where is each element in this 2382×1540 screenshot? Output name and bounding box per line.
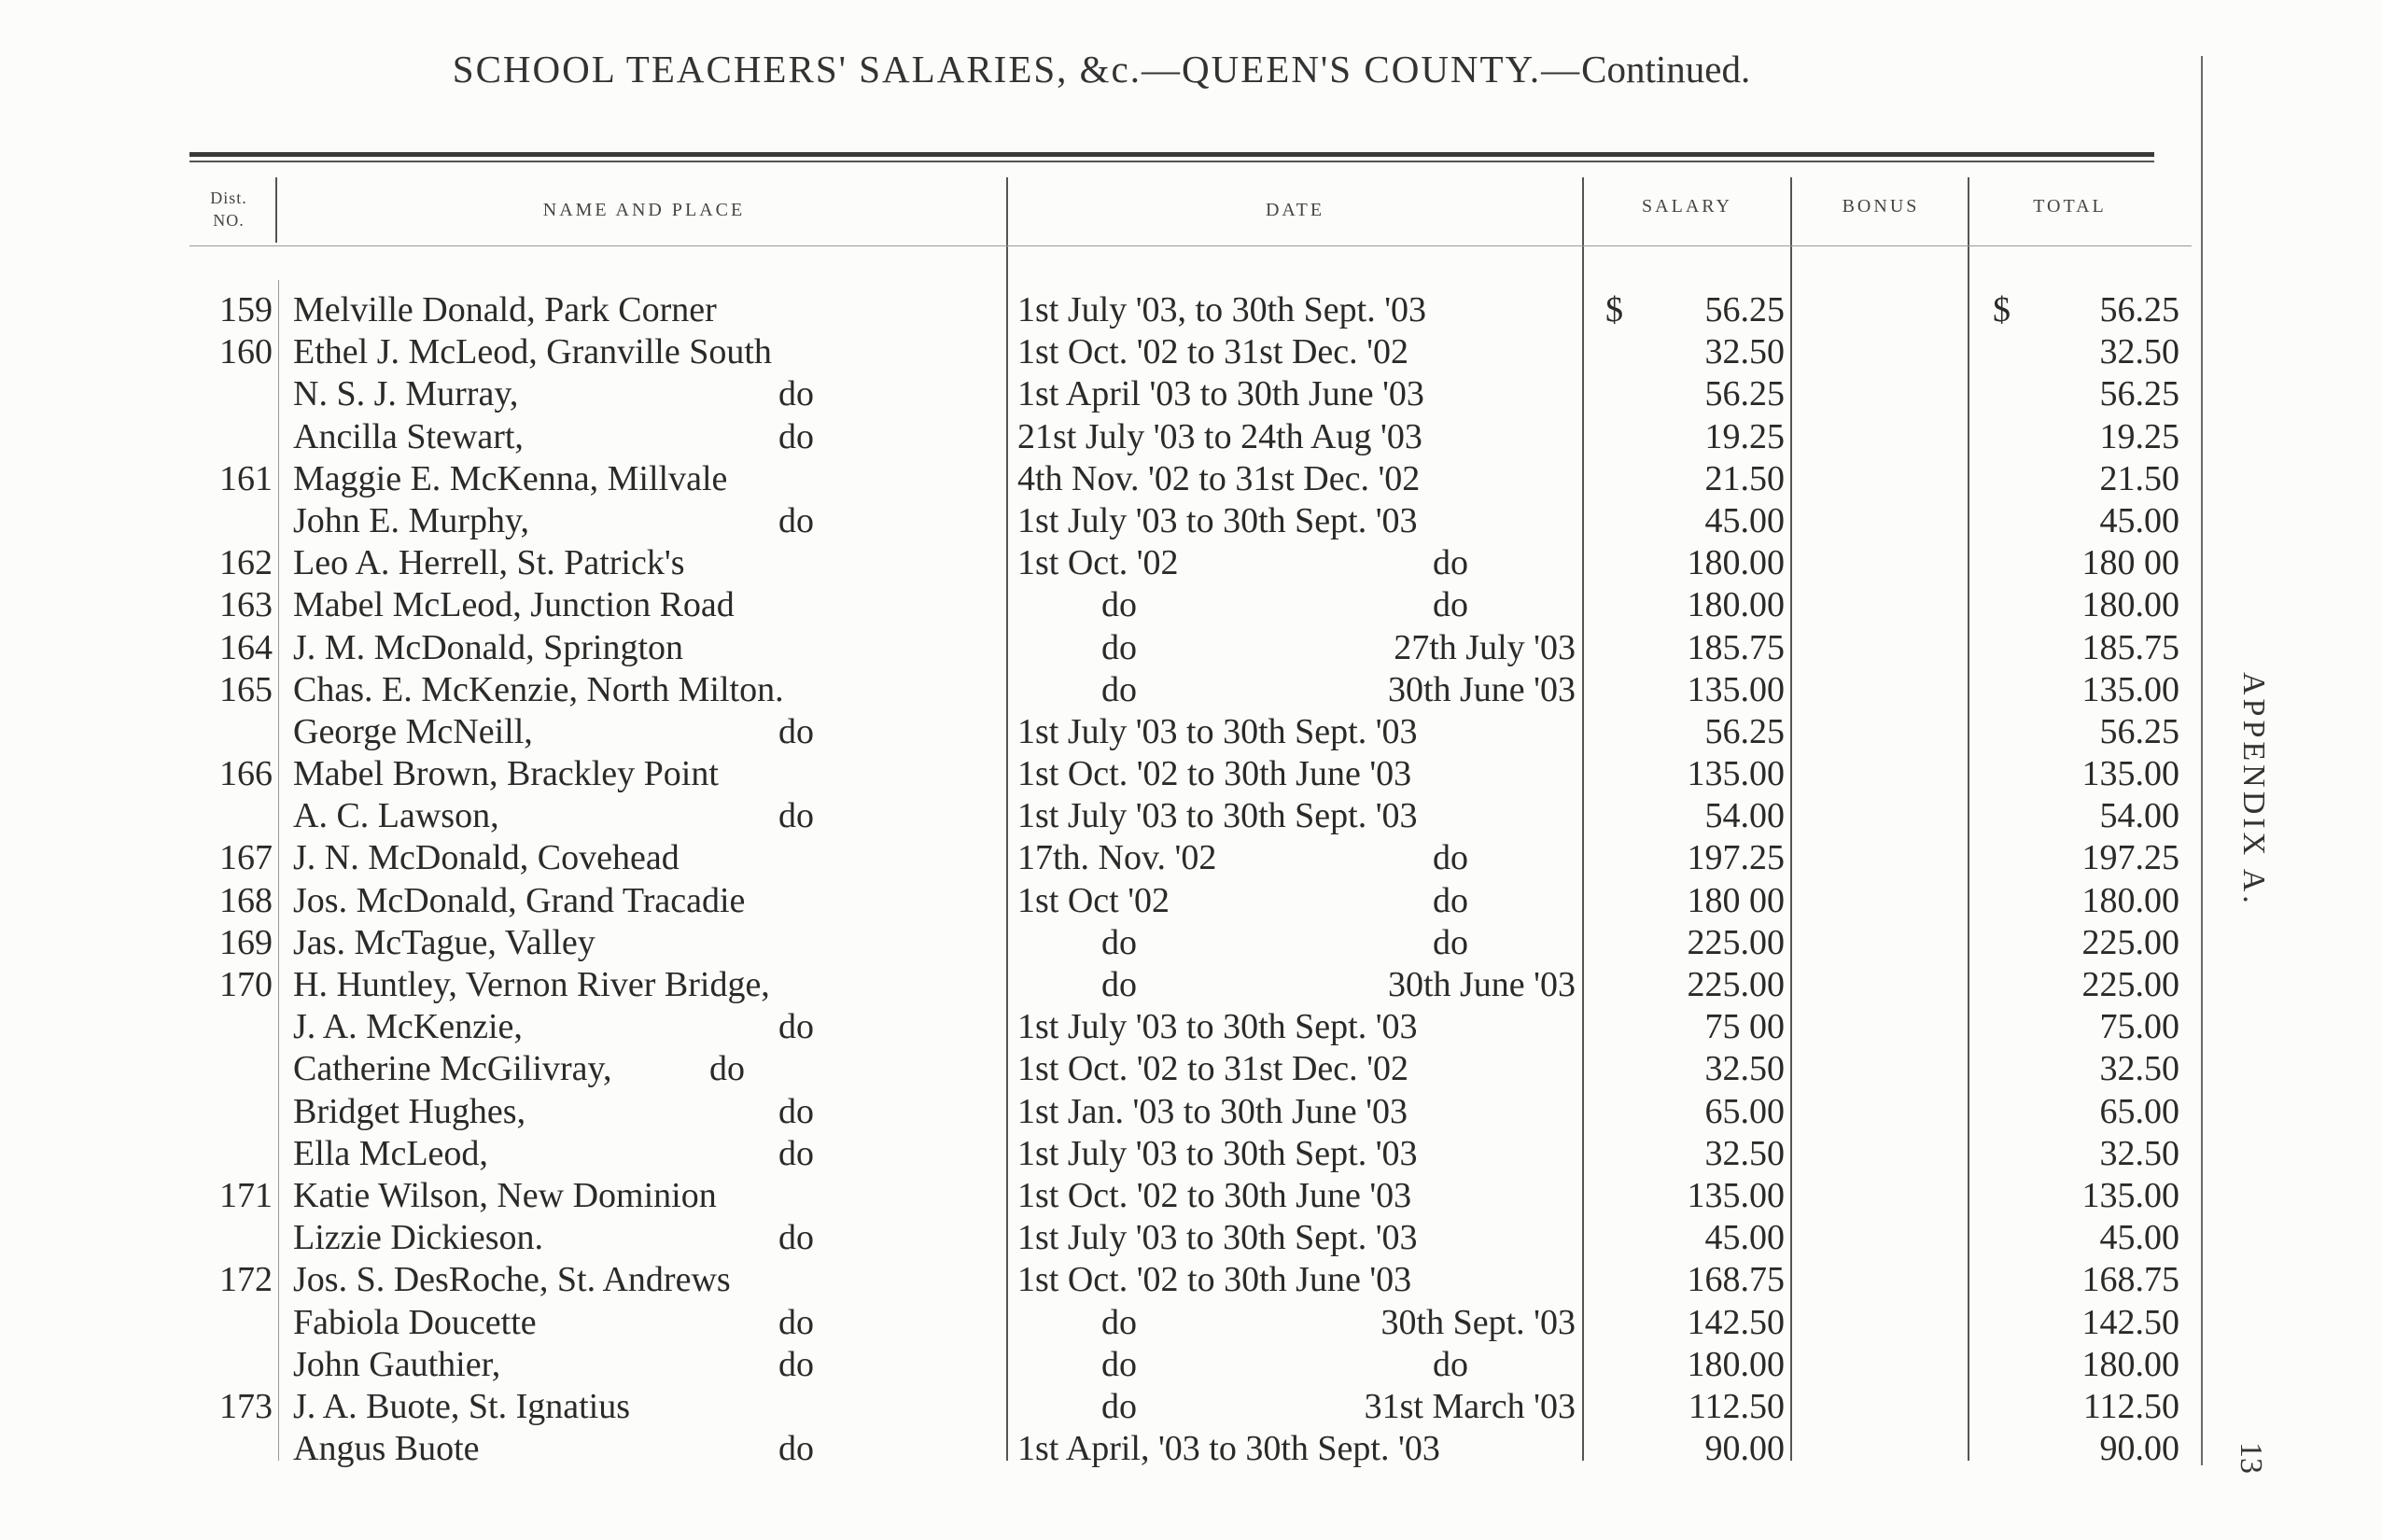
appendix-label: APPENDIX A. (2236, 672, 2271, 907)
table-row (0, 331, 2195, 373)
date-range: 1st July '03 to 30th Sept. '03 (1017, 711, 1418, 751)
dist-number: 165 (219, 669, 273, 709)
date-range: 1st July '03 to 30th Sept. '03 (1017, 500, 1418, 540)
date-from: 1st Oct '02 (1017, 880, 1170, 920)
total-value: 180.00 (2081, 585, 2179, 625)
header-bonus: BONUS (1842, 196, 1920, 217)
table-row (0, 753, 2195, 795)
total-value: 75.00 (2099, 1007, 2179, 1047)
name-ditto: do (778, 796, 814, 836)
salary-value: 90.00 (1704, 1429, 1785, 1469)
date-to-ditto: do (1433, 922, 1468, 962)
date-from: do (1101, 627, 1137, 667)
table-row (0, 1259, 2195, 1301)
date-to-ditto: do (1433, 838, 1468, 878)
teacher-name-place: George McNeill, (293, 711, 533, 751)
table-row (0, 795, 2195, 837)
date-from: do (1101, 1344, 1137, 1384)
header-dist-line1: Dist. (210, 189, 247, 207)
name-ditto: do (709, 1049, 745, 1089)
table-row (0, 627, 2195, 669)
table-row (0, 500, 2195, 542)
header-rule-thin (189, 161, 2154, 162)
salary-value: 180.00 (1687, 585, 1785, 625)
date-range: 21st July '03 to 24th Aug '03 (1017, 416, 1422, 456)
title-continued: Continued. (1581, 48, 1751, 91)
teacher-name-place: A. C. Lawson, (293, 796, 499, 836)
table-row (0, 373, 2195, 415)
name-ditto: do (778, 711, 814, 751)
header-rule-thick (189, 152, 2154, 157)
salary-dollar-sign: $ (1605, 290, 1623, 329)
header-salary: SALARY (1642, 196, 1732, 217)
salary-value: 180 00 (1687, 880, 1785, 920)
total-dollar-sign: $ (1993, 290, 2011, 329)
dist-number: 171 (219, 1175, 273, 1215)
salary-value: 32.50 (1704, 332, 1785, 372)
page-right-border (2201, 56, 2203, 1465)
date-range: 1st July '03 to 30th Sept. '03 (1017, 796, 1418, 836)
date-from: do (1101, 965, 1137, 1004)
salary-value: 168.75 (1687, 1260, 1785, 1300)
dist-number: 166 (219, 754, 273, 794)
table-row (0, 1175, 2195, 1217)
table-row (0, 1428, 2195, 1470)
date-from: do (1101, 922, 1137, 962)
total-value: 65.00 (2099, 1091, 2179, 1131)
salary-table (0, 289, 2195, 1470)
date-range: 1st Oct. '02 to 30th June '03 (1017, 1175, 1412, 1215)
teacher-name-place: Ancilla Stewart, (293, 416, 524, 456)
teacher-name-place: J. A. McKenzie, (293, 1007, 523, 1047)
teacher-name-place: J. N. McDonald, Covehead (293, 838, 680, 878)
dist-number: 169 (219, 922, 273, 962)
teacher-name-place: H. Huntley, Vernon River Bridge, (293, 965, 770, 1004)
table-row (0, 1091, 2195, 1133)
header-dist (191, 187, 266, 231)
date-from: do (1101, 585, 1137, 625)
teacher-name-place: J. A. Buote, St. Ignatius (293, 1386, 631, 1426)
dist-number: 164 (219, 627, 273, 667)
table-row (0, 711, 2195, 753)
date-to-ditto: do (1433, 1344, 1468, 1384)
salary-value: 135.00 (1687, 1175, 1785, 1215)
total-value: 168.75 (2081, 1260, 2179, 1300)
date-to: 27th July '03 (1394, 627, 1576, 667)
teacher-name-place: Katie Wilson, New Dominion (293, 1175, 717, 1215)
teacher-name-place: Jas. McTague, Valley (293, 922, 596, 962)
date-from: do (1101, 669, 1137, 709)
date-to: 30th Sept. '03 (1380, 1302, 1576, 1342)
dist-number: 170 (219, 965, 273, 1004)
date-to: 30th June '03 (1387, 965, 1576, 1004)
total-value: 180.00 (2081, 880, 2179, 920)
dist-number: 168 (219, 880, 273, 920)
salary-value: 45.00 (1704, 1218, 1785, 1258)
teacher-name-place: John Gauthier, (293, 1344, 501, 1384)
divider-dist (275, 177, 277, 243)
date-range: 1st July '03 to 30th Sept. '03 (1017, 1218, 1418, 1258)
salary-value: 56.25 (1704, 374, 1785, 414)
table-row (0, 1133, 2195, 1175)
total-value: 225.00 (2081, 922, 2179, 962)
total-value: 56.25 (2099, 374, 2179, 414)
date-range: 1st July '03 to 30th Sept. '03 (1017, 1133, 1418, 1173)
table-row (0, 837, 2195, 879)
teacher-name-place: Melville Donald, Park Corner (293, 290, 717, 329)
date-to-ditto: do (1433, 585, 1468, 625)
total-value: 19.25 (2099, 416, 2179, 456)
table-row (0, 1048, 2195, 1090)
table-row (0, 880, 2195, 922)
total-value: 45.00 (2099, 500, 2179, 540)
total-value: 180.00 (2081, 1344, 2179, 1384)
header-total: TOTAL (2033, 196, 2107, 217)
salary-value: 225.00 (1687, 922, 1785, 962)
salary-value: 32.50 (1704, 1133, 1785, 1173)
salary-value: 65.00 (1704, 1091, 1785, 1131)
teacher-name-place: Lizzie Dickieson. (293, 1218, 544, 1258)
date-to-ditto: do (1433, 543, 1468, 583)
name-ditto: do (778, 1007, 814, 1047)
salary-value: 75 00 (1704, 1007, 1785, 1047)
dist-number: 161 (219, 458, 273, 498)
teacher-name-place: Catherine McGilivray, (293, 1049, 612, 1089)
page-number: 13 (2234, 1442, 2268, 1474)
table-row (0, 964, 2195, 1006)
table-row (0, 542, 2195, 584)
date-to-ditto: do (1433, 880, 1468, 920)
total-value: 32.50 (2099, 332, 2179, 372)
dist-number: 162 (219, 543, 273, 583)
table-row (0, 1217, 2195, 1259)
salary-value: 54.00 (1704, 796, 1785, 836)
date-range: 1st April, '03 to 30th Sept. '03 (1017, 1429, 1440, 1469)
salary-value: 32.50 (1704, 1049, 1785, 1089)
teacher-name-place: John E. Murphy, (293, 500, 529, 540)
table-row (0, 458, 2195, 500)
table-row (0, 922, 2195, 964)
teacher-name-place: Maggie E. McKenna, Millvale (293, 458, 728, 498)
dist-number: 163 (219, 585, 273, 625)
salary-value: 142.50 (1687, 1302, 1785, 1342)
teacher-name-place: Mabel McLeod, Junction Road (293, 585, 735, 625)
total-value: 185.75 (2081, 627, 2179, 667)
date-range: 1st Jan. '03 to 30th June '03 (1017, 1091, 1408, 1131)
salary-value: 21.50 (1704, 458, 1785, 498)
salary-value: 56.25 (1704, 711, 1785, 751)
salary-value: 185.75 (1687, 627, 1785, 667)
teacher-name-place: Ethel J. McLeod, Granville South (293, 332, 772, 372)
teacher-name-place: Ella McLeod, (293, 1133, 488, 1173)
total-value: 135.00 (2081, 1175, 2179, 1215)
table-row (0, 1006, 2195, 1048)
salary-value: 135.00 (1687, 754, 1785, 794)
title-text: SCHOOL TEACHERS' SALARIES, &c.—QUEEN'S COUNTY.— (452, 48, 1582, 91)
teacher-name-place: Angus Buote (293, 1429, 480, 1469)
date-range: 1st April '03 to 30th June '03 (1017, 374, 1424, 414)
teacher-name-place: N. S. J. Murray, (293, 374, 519, 414)
teacher-name-place: Chas. E. McKenzie, North Milton. (293, 669, 784, 709)
name-ditto: do (778, 1429, 814, 1469)
page-title (0, 47, 2203, 91)
header-name-and-place: NAME AND PLACE (542, 200, 746, 220)
date-from: 17th. Nov. '02 (1017, 838, 1217, 878)
table-row (0, 669, 2195, 711)
table-row (0, 1344, 2195, 1386)
dist-number: 167 (219, 838, 273, 878)
total-value: 225.00 (2081, 965, 2179, 1004)
date-range: 1st Oct. '02 to 31st Dec. '02 (1017, 332, 1408, 372)
teacher-name-place: J. M. McDonald, Springton (293, 627, 683, 667)
salary-value: 112.50 (1688, 1386, 1785, 1426)
name-ditto: do (778, 1344, 814, 1384)
salary-value: 197.25 (1687, 838, 1785, 878)
salary-value: 180.00 (1687, 1344, 1785, 1384)
total-value: 45.00 (2099, 1218, 2179, 1258)
teacher-name-place: Bridget Hughes, (293, 1091, 526, 1131)
teacher-name-place: Fabiola Doucette (293, 1302, 537, 1342)
dist-number: 172 (219, 1260, 273, 1300)
name-ditto: do (778, 1133, 814, 1173)
total-value: 180 00 (2081, 543, 2179, 583)
name-ditto: do (778, 1218, 814, 1258)
total-value: 54.00 (2099, 796, 2179, 836)
name-ditto: do (778, 1091, 814, 1131)
header-rule-bottom (189, 245, 2192, 246)
name-ditto: do (778, 374, 814, 414)
teacher-name-place: Leo A. Herrell, St. Patrick's (293, 543, 685, 583)
date-range: 4th Nov. '02 to 31st Dec. '02 (1017, 458, 1421, 498)
total-value: 197.25 (2081, 838, 2179, 878)
total-value: 21.50 (2099, 458, 2179, 498)
total-value: 56.25 (2099, 711, 2179, 751)
salary-value: 135.00 (1687, 669, 1785, 709)
date-to: 31st March '03 (1364, 1386, 1576, 1426)
total-value: 135.00 (2081, 669, 2179, 709)
table-row (0, 1302, 2195, 1344)
date-from: do (1101, 1302, 1137, 1342)
total-value: 32.50 (2099, 1049, 2179, 1089)
teacher-name-place: Jos. S. DesRoche, St. Andrews (293, 1260, 731, 1300)
salary-value: 225.00 (1687, 965, 1785, 1004)
date-range: 1st Oct. '02 to 30th June '03 (1017, 1260, 1412, 1300)
header-dist-line2: NO. (213, 211, 245, 230)
date-range: 1st Oct. '02 to 31st Dec. '02 (1017, 1049, 1408, 1089)
date-to: 30th June '03 (1387, 669, 1576, 709)
salary-value: 56.25 (1704, 290, 1785, 329)
date-range: 1st Oct. '02 to 30th June '03 (1017, 754, 1412, 794)
date-range: 1st July '03, to 30th Sept. '03 (1017, 290, 1427, 329)
salary-value: 180.00 (1687, 543, 1785, 583)
table-row (0, 289, 2195, 331)
total-value: 32.50 (2099, 1133, 2179, 1173)
dist-number: 160 (219, 332, 273, 372)
total-value: 112.50 (2082, 1386, 2179, 1426)
table-row (0, 416, 2195, 458)
date-from: 1st Oct. '02 (1017, 543, 1179, 583)
table-row (0, 1386, 2195, 1428)
total-value: 90.00 (2099, 1429, 2179, 1469)
teacher-name-place: Mabel Brown, Brackley Point (293, 754, 719, 794)
header-date: DATE (1265, 200, 1325, 220)
name-ditto: do (778, 500, 814, 540)
name-ditto: do (778, 416, 814, 456)
date-from: do (1101, 1386, 1137, 1426)
salary-value: 45.00 (1704, 500, 1785, 540)
total-value: 56.25 (2099, 290, 2179, 329)
date-range: 1st July '03 to 30th Sept. '03 (1017, 1007, 1418, 1047)
dist-number: 173 (219, 1386, 273, 1426)
name-ditto: do (778, 1302, 814, 1342)
teacher-name-place: Jos. McDonald, Grand Tracadie (293, 880, 746, 920)
total-value: 135.00 (2081, 754, 2179, 794)
dist-number: 159 (219, 290, 273, 329)
salary-value: 19.25 (1704, 416, 1785, 456)
table-row (0, 584, 2195, 626)
total-value: 142.50 (2081, 1302, 2179, 1342)
